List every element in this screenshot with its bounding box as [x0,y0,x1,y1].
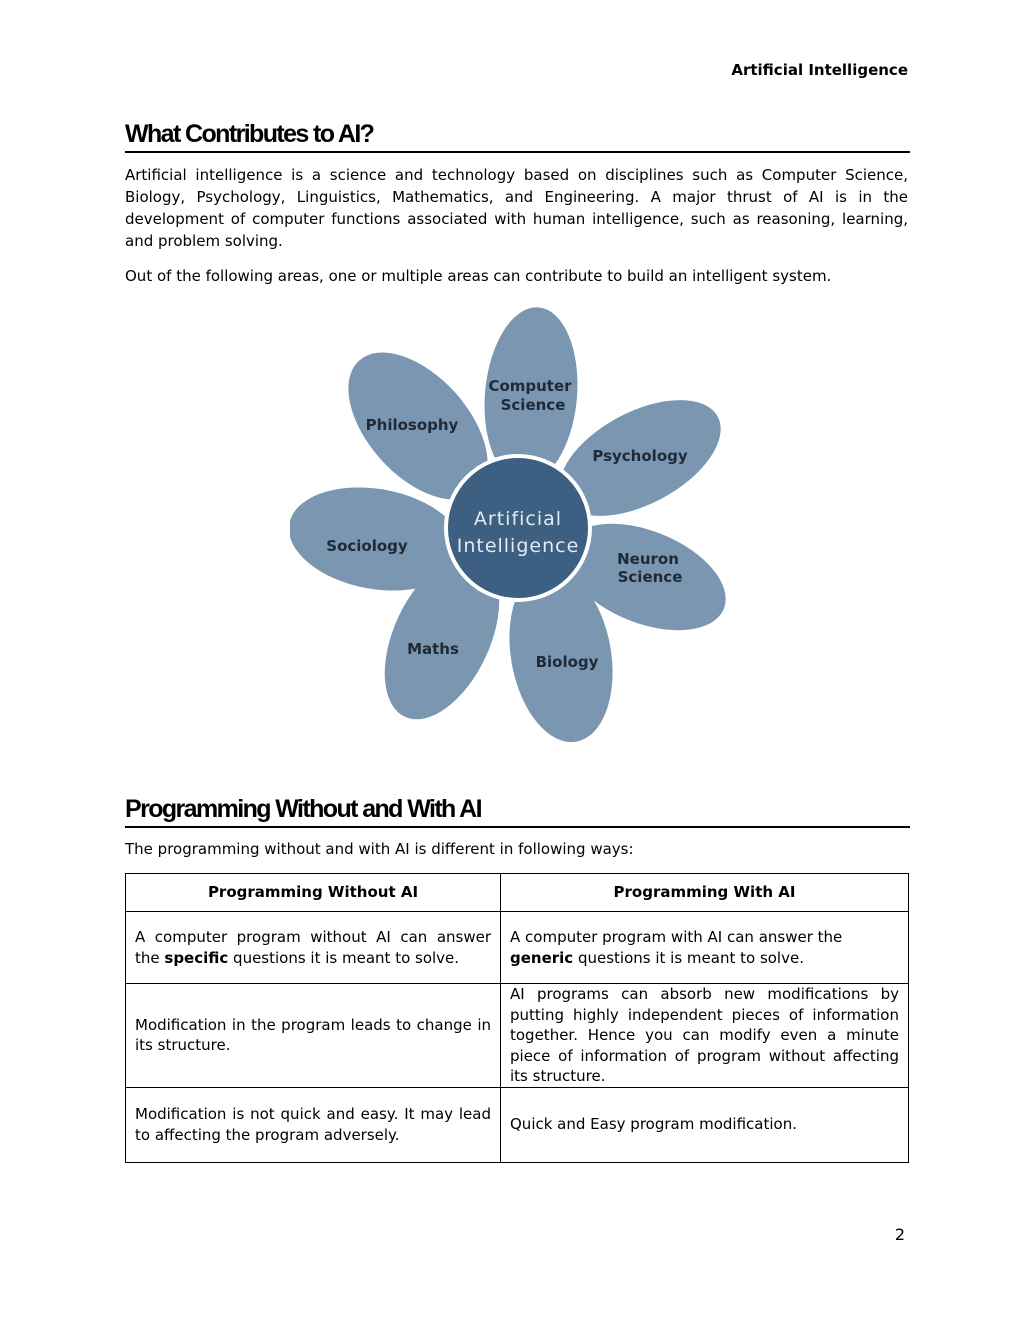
cell-without-ai: Modification in the program leads to change in its structure. [126,984,501,1088]
cell-without-ai [126,912,501,984]
table-header-row [126,874,909,912]
petal-label-sociology: Sociology [326,537,408,555]
cell-text: questions it is meant to solve. [228,948,460,967]
intro-paragraph: Artificial intelligence is a science and technology based on disciplines such as Computer Science, Biology, Psychology, Linguistics, Mathematics, and Engineering. A major thrust of AI is in the development of computer functions associated with human intelligence, such as reasoning, learning, and problem solving. [125,166,908,250]
cell-bold-term: specific [164,948,229,967]
cell-text: A computer program without AI can answer the [135,928,491,967]
petal-label-maths: Maths [407,640,459,658]
cell-without-ai: Modification is not quick and easy. It may lead to affecting the program adversely. [126,1087,501,1162]
petal-label-philosophy: Philosophy [365,416,459,434]
petal-label-computer: Computer [488,377,572,395]
cell-bold-term: generic [510,948,574,967]
table-row [126,984,909,1088]
section-title-programming: Programming Without and With AI [125,794,910,828]
petal-label-neuron: Neuron [617,550,679,568]
cell-with-ai: AI programs can absorb new modifications by putting highly independent pieces of information together. Hence you can modify even a minute piece of information of program without affecting its structure. [501,984,909,1088]
petal-label-biology: Biology [535,653,599,671]
comparison-table [125,873,909,1163]
header-with-ai: Programming With AI [501,874,909,912]
petal-label-science: Science [500,396,566,414]
cell-with-ai [501,912,909,984]
areas-paragraph: Out of the following areas, one or multiple areas can contribute to build an intelligent system. [125,267,832,285]
page-number: 2 [894,1225,905,1244]
cell-with-ai: Quick and Easy program modification. [501,1087,909,1162]
hub-label-line2: Intelligence [456,535,580,557]
ai-contributing-areas-diagram [290,300,730,750]
programming-intro: The programming without and with AI is different in following ways: [125,840,634,858]
petal-label-psychology: Psychology [592,447,688,465]
cell-text: A computer program with AI can answer the [510,928,843,946]
running-header: Artificial Intelligence [731,61,908,79]
petal-label-neuron-science: Science [617,568,683,586]
cell-text: questions it is meant to solve. [573,948,804,967]
header-without-ai: Programming Without AI [126,874,501,912]
section-title-what-contributes: What Contributes to AI? [125,119,910,153]
table-row [126,1087,909,1162]
table-row [126,912,909,984]
hub-label-line1: Artificial [473,508,563,530]
